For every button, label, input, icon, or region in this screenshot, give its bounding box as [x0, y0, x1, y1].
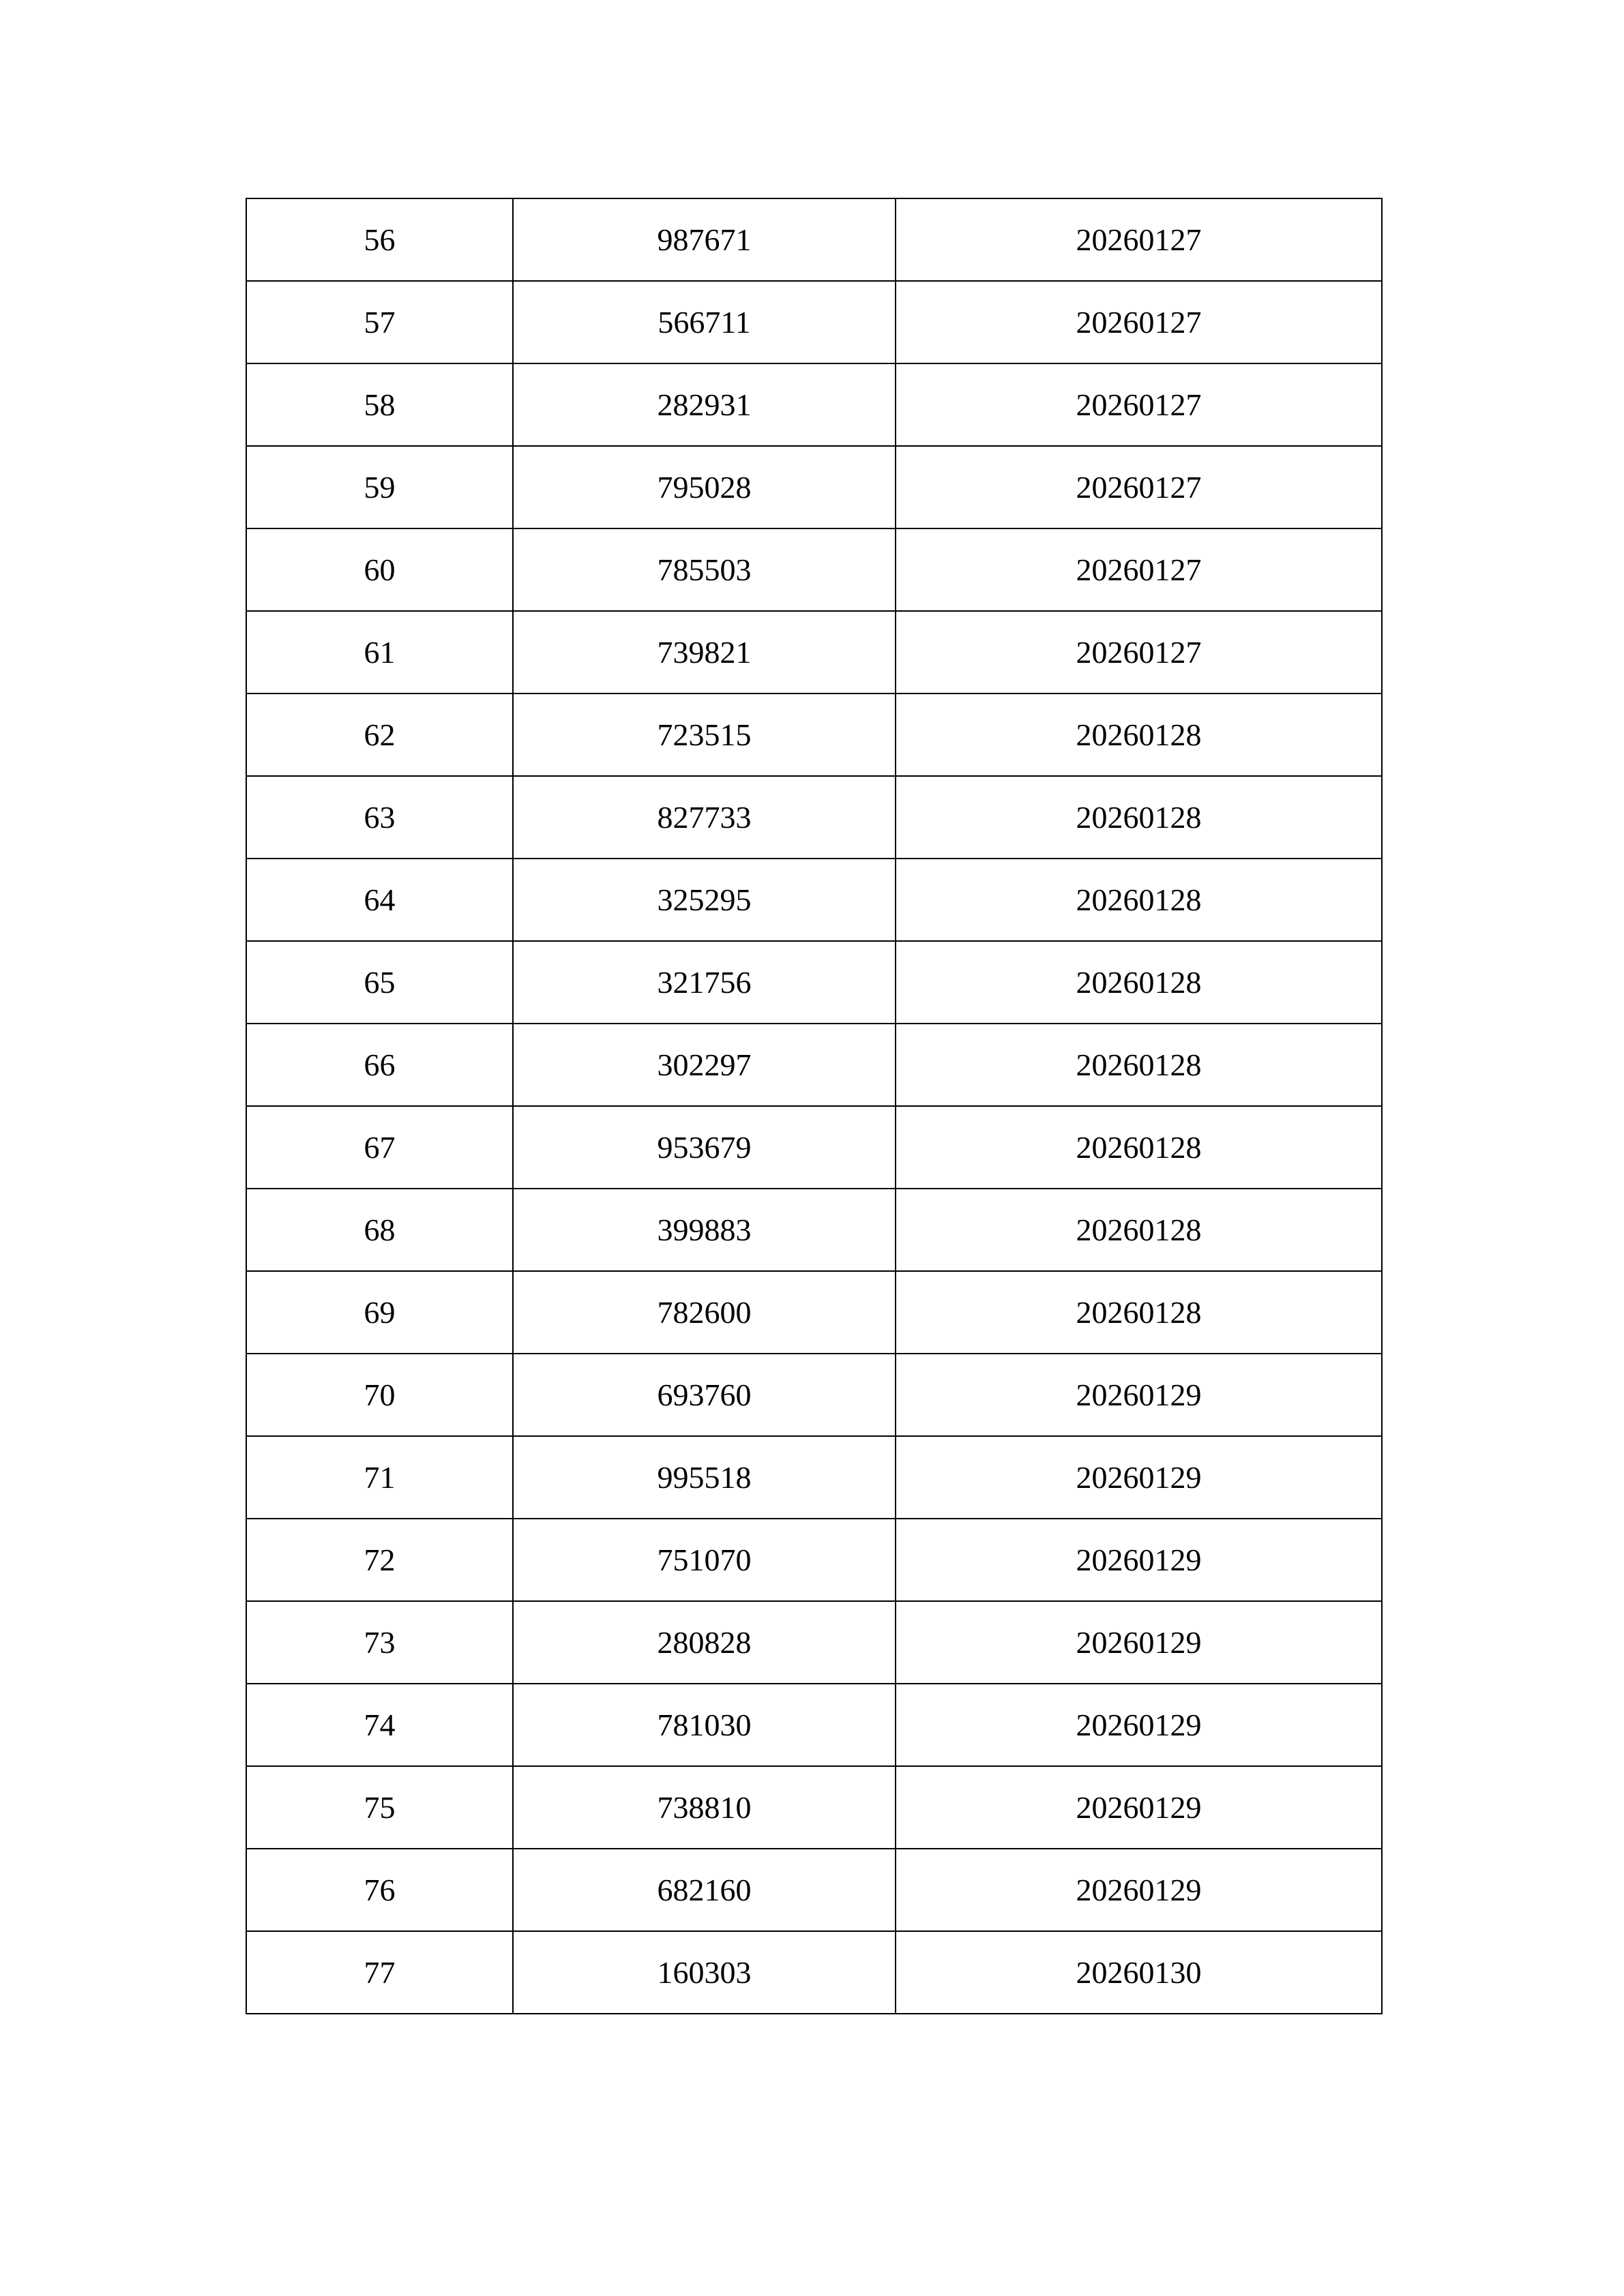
- date-cell: 20260128: [896, 859, 1382, 941]
- code-cell: 723515: [513, 694, 896, 776]
- date-cell: 20260127: [896, 446, 1382, 528]
- seq-cell: 56: [246, 198, 513, 281]
- table-row: [246, 446, 1382, 528]
- table-row: [246, 1106, 1382, 1189]
- date-cell: 20260129: [896, 1354, 1382, 1436]
- date-cell: 20260129: [896, 1519, 1382, 1601]
- seq-cell: 67: [246, 1106, 513, 1189]
- code-cell: 785503: [513, 528, 896, 611]
- code-cell: 399883: [513, 1189, 896, 1271]
- date-cell: 20260129: [896, 1766, 1382, 1849]
- seq-cell: 68: [246, 1189, 513, 1271]
- code-cell: 987671: [513, 198, 896, 281]
- date-cell: 20260127: [896, 611, 1382, 694]
- date-cell: 20260128: [896, 776, 1382, 859]
- table-row: [246, 776, 1382, 859]
- code-cell: 282931: [513, 363, 896, 446]
- code-cell: 827733: [513, 776, 896, 859]
- code-cell: 682160: [513, 1849, 896, 1931]
- data-table: [246, 198, 1383, 2014]
- date-cell: 20260127: [896, 363, 1382, 446]
- seq-cell: 72: [246, 1519, 513, 1601]
- table-row: [246, 1766, 1382, 1849]
- code-cell: 751070: [513, 1519, 896, 1601]
- code-cell: 566711: [513, 281, 896, 363]
- table-row: [246, 1519, 1382, 1601]
- code-cell: 781030: [513, 1684, 896, 1766]
- date-cell: 20260128: [896, 1271, 1382, 1354]
- table-row: [246, 1601, 1382, 1684]
- code-cell: 302297: [513, 1024, 896, 1106]
- date-cell: 20260129: [896, 1684, 1382, 1766]
- code-cell: 995518: [513, 1436, 896, 1519]
- seq-cell: 66: [246, 1024, 513, 1106]
- date-cell: 20260127: [896, 198, 1382, 281]
- seq-cell: 62: [246, 694, 513, 776]
- seq-cell: 77: [246, 1931, 513, 2014]
- table-row: [246, 1189, 1382, 1271]
- table-row: [246, 694, 1382, 776]
- date-cell: 20260128: [896, 694, 1382, 776]
- date-cell: 20260130: [896, 1931, 1382, 2014]
- seq-cell: 58: [246, 363, 513, 446]
- seq-cell: 75: [246, 1766, 513, 1849]
- code-cell: 739821: [513, 611, 896, 694]
- seq-cell: 71: [246, 1436, 513, 1519]
- table-row: [246, 859, 1382, 941]
- seq-cell: 64: [246, 859, 513, 941]
- seq-cell: 76: [246, 1849, 513, 1931]
- code-cell: 795028: [513, 446, 896, 528]
- seq-cell: 65: [246, 941, 513, 1024]
- table-row: [246, 611, 1382, 694]
- seq-cell: 59: [246, 446, 513, 528]
- seq-cell: 69: [246, 1271, 513, 1354]
- table-row: [246, 363, 1382, 446]
- date-cell: 20260127: [896, 528, 1382, 611]
- code-cell: 953679: [513, 1106, 896, 1189]
- table-row: [246, 1684, 1382, 1766]
- code-cell: 325295: [513, 859, 896, 941]
- seq-cell: 73: [246, 1601, 513, 1684]
- table-row: [246, 1436, 1382, 1519]
- table-row: [246, 941, 1382, 1024]
- table-row: [246, 1024, 1382, 1106]
- code-cell: 160303: [513, 1931, 896, 2014]
- table-row: [246, 198, 1382, 281]
- date-cell: 20260128: [896, 1106, 1382, 1189]
- table-body: [246, 198, 1382, 2014]
- seq-cell: 60: [246, 528, 513, 611]
- code-cell: 280828: [513, 1601, 896, 1684]
- code-cell: 738810: [513, 1766, 896, 1849]
- code-cell: 782600: [513, 1271, 896, 1354]
- date-cell: 20260128: [896, 941, 1382, 1024]
- code-cell: 693760: [513, 1354, 896, 1436]
- date-cell: 20260128: [896, 1024, 1382, 1106]
- table-row: [246, 528, 1382, 611]
- date-cell: 20260127: [896, 281, 1382, 363]
- table-row: [246, 1271, 1382, 1354]
- table-row: [246, 1931, 1382, 2014]
- seq-cell: 57: [246, 281, 513, 363]
- date-cell: 20260128: [896, 1189, 1382, 1271]
- date-cell: 20260129: [896, 1601, 1382, 1684]
- date-cell: 20260129: [896, 1849, 1382, 1931]
- seq-cell: 70: [246, 1354, 513, 1436]
- table-row: [246, 1849, 1382, 1931]
- date-cell: 20260129: [896, 1436, 1382, 1519]
- table-row: [246, 281, 1382, 363]
- seq-cell: 61: [246, 611, 513, 694]
- code-cell: 321756: [513, 941, 896, 1024]
- table-row: [246, 1354, 1382, 1436]
- seq-cell: 63: [246, 776, 513, 859]
- seq-cell: 74: [246, 1684, 513, 1766]
